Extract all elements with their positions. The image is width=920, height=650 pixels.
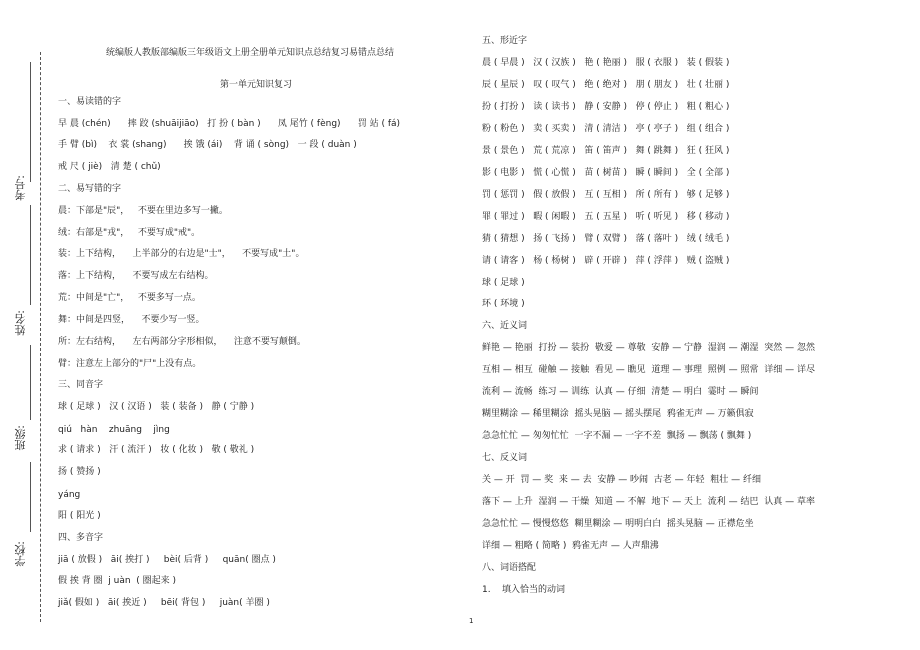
section-heading: 八、词语搭配: [482, 563, 537, 573]
text-line: 阳 ( 阳光 ): [58, 511, 101, 521]
text-line: 球 ( 足球 ): [482, 278, 525, 288]
text-line: 罚 ( 惩罚 ) 假 ( 放假 ) 互 ( 互相 ) 所 ( 所有 ) 够 ( 足够 ): [482, 190, 730, 200]
text-line: 糊里糊涂 — 稀里糊涂 摇头晃脑 — 摇头摆尾 鸦雀无声 — 万籁俱寂: [482, 409, 754, 419]
class-label: 班级:: [14, 425, 27, 451]
text-line: 急急忙忙 — 匆匆忙忙 一字不漏 — 一字不差 飘扬 — 飘荡 ( 飘舞 ): [482, 431, 752, 441]
text-line: jiā ( 放假 ) āi( 挨打 ) bèi( 后背 ) quān( 圈点 ): [58, 555, 276, 565]
text-line: 详细 — 粗略 ( 简略 ) 鸦雀无声 — 人声鼎沸: [482, 541, 659, 551]
text-line: 1. 填入恰当的动词: [482, 585, 566, 595]
text-line: 手 臂 (bì) 衣 裳 (shang) 挨 饿 (ái) 背 诵 ( sòng) 一 段 ( duàn ): [58, 140, 357, 150]
text-line: 粉 ( 粉色 ) 卖 ( 买卖 ) 清 ( 清洁 ) 亭 ( 亭子 ) 组 ( 组合 ): [482, 124, 730, 134]
margin-line: [30, 462, 31, 532]
text-line: 晨：下部是"辰"， 不要在里边多写一撇。: [58, 206, 228, 216]
text-line: 落下 — 上升 湿润 — 干燥 知道 — 不解 地下 — 天上 流利 — 结巴 认真 — 草率: [482, 497, 815, 507]
text-line: 影 ( 电影 ) 慌 ( 心慌 ) 苗 ( 树苗 ) 瞬 ( 瞬间 ) 全 ( 全部 ): [482, 168, 730, 178]
text-line: jiǎ( 假如 ) āi( 挨近 ) bēi( 背包 ) juàn( 羊圈 ): [58, 598, 270, 608]
text-line: 猜 ( 猜想 ) 扬 ( 飞扬 ) 臂 ( 双臂 ) 落 ( 落叶 ) 绒 ( 绒毛 ): [482, 234, 730, 244]
section-heading: 五、形近字: [482, 36, 528, 46]
section-heading: 六、近义词: [482, 321, 528, 331]
text-line: 舞：中间是四竖， 不要少写一竖。: [58, 315, 205, 325]
left-column: [58, 0, 458, 650]
name-label: 姓名:: [14, 310, 27, 336]
text-line: 景 ( 景色 ) 荒 ( 荒凉 ) 笛 ( 笛声 ) 舞 ( 跳舞 ) 狂 ( 狂风 ): [482, 146, 730, 156]
pinyin-line: qiú hàn zhuāng jìng: [58, 425, 170, 435]
text-line: 戒 尺 ( jiè) 清 楚 ( chǔ): [58, 162, 161, 172]
section-heading: 三、同音字: [58, 380, 104, 390]
section-heading: 二、易写错的字: [58, 184, 122, 194]
text-line: 落：上下结构， 不要写成左右结构。: [58, 271, 214, 281]
text-line: 装：上下结构， 上半部分的右边是"士"， 不要写成"土"。: [58, 249, 305, 259]
school-label: 学校:: [14, 541, 27, 567]
text-line: 流利 — 流畅 练习 — 训练 认真 — 仔细 清楚 — 明白 霎时 — 瞬间: [482, 387, 759, 397]
binding-dashed-line: [40, 52, 41, 622]
text-line: 球 ( 足球 ) 汉 ( 汉语 ) 装 ( 装备 ) 静 ( 宁静 ): [58, 402, 255, 412]
text-line: 罪 ( 罪过 ) 暇 ( 闲暇 ) 五 ( 五星 ) 听 ( 听见 ) 移 ( 移动 ): [482, 212, 730, 222]
text-line: 请 ( 请客 ) 杨 ( 杨树 ) 辟 ( 开辟 ) 萍 ( 浮萍 ) 贼 ( 盗贼 ): [482, 256, 730, 266]
text-line: 扮 ( 打扮 ) 读 ( 读书 ) 静 ( 安静 ) 停 ( 停止 ) 粗 ( 粗心 ): [482, 102, 730, 112]
text-line: 互相 — 相互 碰触 — 接触 看见 — 瞧见 道理 — 事理 照例 — 照常 详细 — 详尽: [482, 365, 815, 375]
text-line: 荒：中间是"亡"， 不要多写一点。: [58, 293, 201, 303]
margin-line: [30, 62, 31, 182]
text-line: 关 — 开 罚 — 奖 来 — 去 安静 — 吵闹 古老 — 年轻 粗壮 — 纤细: [482, 475, 761, 485]
text-line: 扬 ( 赞扬 ): [58, 467, 101, 477]
section-heading: 七、反义词: [482, 453, 528, 463]
text-line: 假 挨 背 圈 j uàn ( 圈起来 ): [58, 576, 177, 586]
page-number: 1: [469, 617, 474, 625]
margin-line: [30, 345, 31, 420]
text-line: 晨 ( 早晨 ) 汉 ( 汉族 ) 艳 ( 艳丽 ) 服 ( 衣服 ) 装 ( 假装 ): [482, 58, 730, 68]
section-heading: 四、多音字: [58, 533, 104, 543]
pinyin-line: yáng: [58, 490, 81, 500]
text-line: 辰 ( 星辰 ) 叹 ( 叹气 ) 绝 ( 绝对 ) 朋 ( 朋友 ) 壮 ( 壮丽 ): [482, 80, 730, 90]
text-line: 早 晨 (chén) 摔 跤 (shuāijiāo) 打 扮 ( bàn ) 凤 尾竹 ( fèng) 罚 站 ( fá): [58, 119, 401, 129]
section-heading: 一、易读错的字: [58, 97, 122, 107]
document-title: 统编版人教版部编版三年级语文上册全册单元知识点总结复习易错点总结: [106, 48, 395, 58]
exam-number-label: 考号:: [14, 175, 27, 201]
text-line: 鲜艳 — 艳丽 打扮 — 装扮 敬爱 — 尊敬 安静 — 宁静 湿润 — 潮湿 突然 — 忽然: [482, 343, 815, 353]
margin-line: [30, 205, 31, 305]
right-column: [482, 0, 912, 650]
text-line: 臂：注意左上部分的"尸"上没有点。: [58, 359, 202, 369]
text-line: 急急忙忙 — 慢慢悠悠 糊里糊涂 — 明明白白 摇头晃脑 — 正襟危坐: [482, 519, 754, 529]
text-line: 求 ( 请求 ) 汗 ( 流汗 ) 妆 ( 化妆 ) 敬 ( 敬礼 ): [58, 445, 255, 455]
text-line: 所：左右结构， 左右两部分字形相似， 注意不要写颠倒。: [58, 337, 306, 347]
unit-title: 第一单元知识复习: [220, 80, 293, 90]
text-line: 环 ( 环境 ): [482, 299, 525, 309]
text-line: 绒：右部是"戎"， 不要写成"戒"。: [58, 228, 201, 238]
